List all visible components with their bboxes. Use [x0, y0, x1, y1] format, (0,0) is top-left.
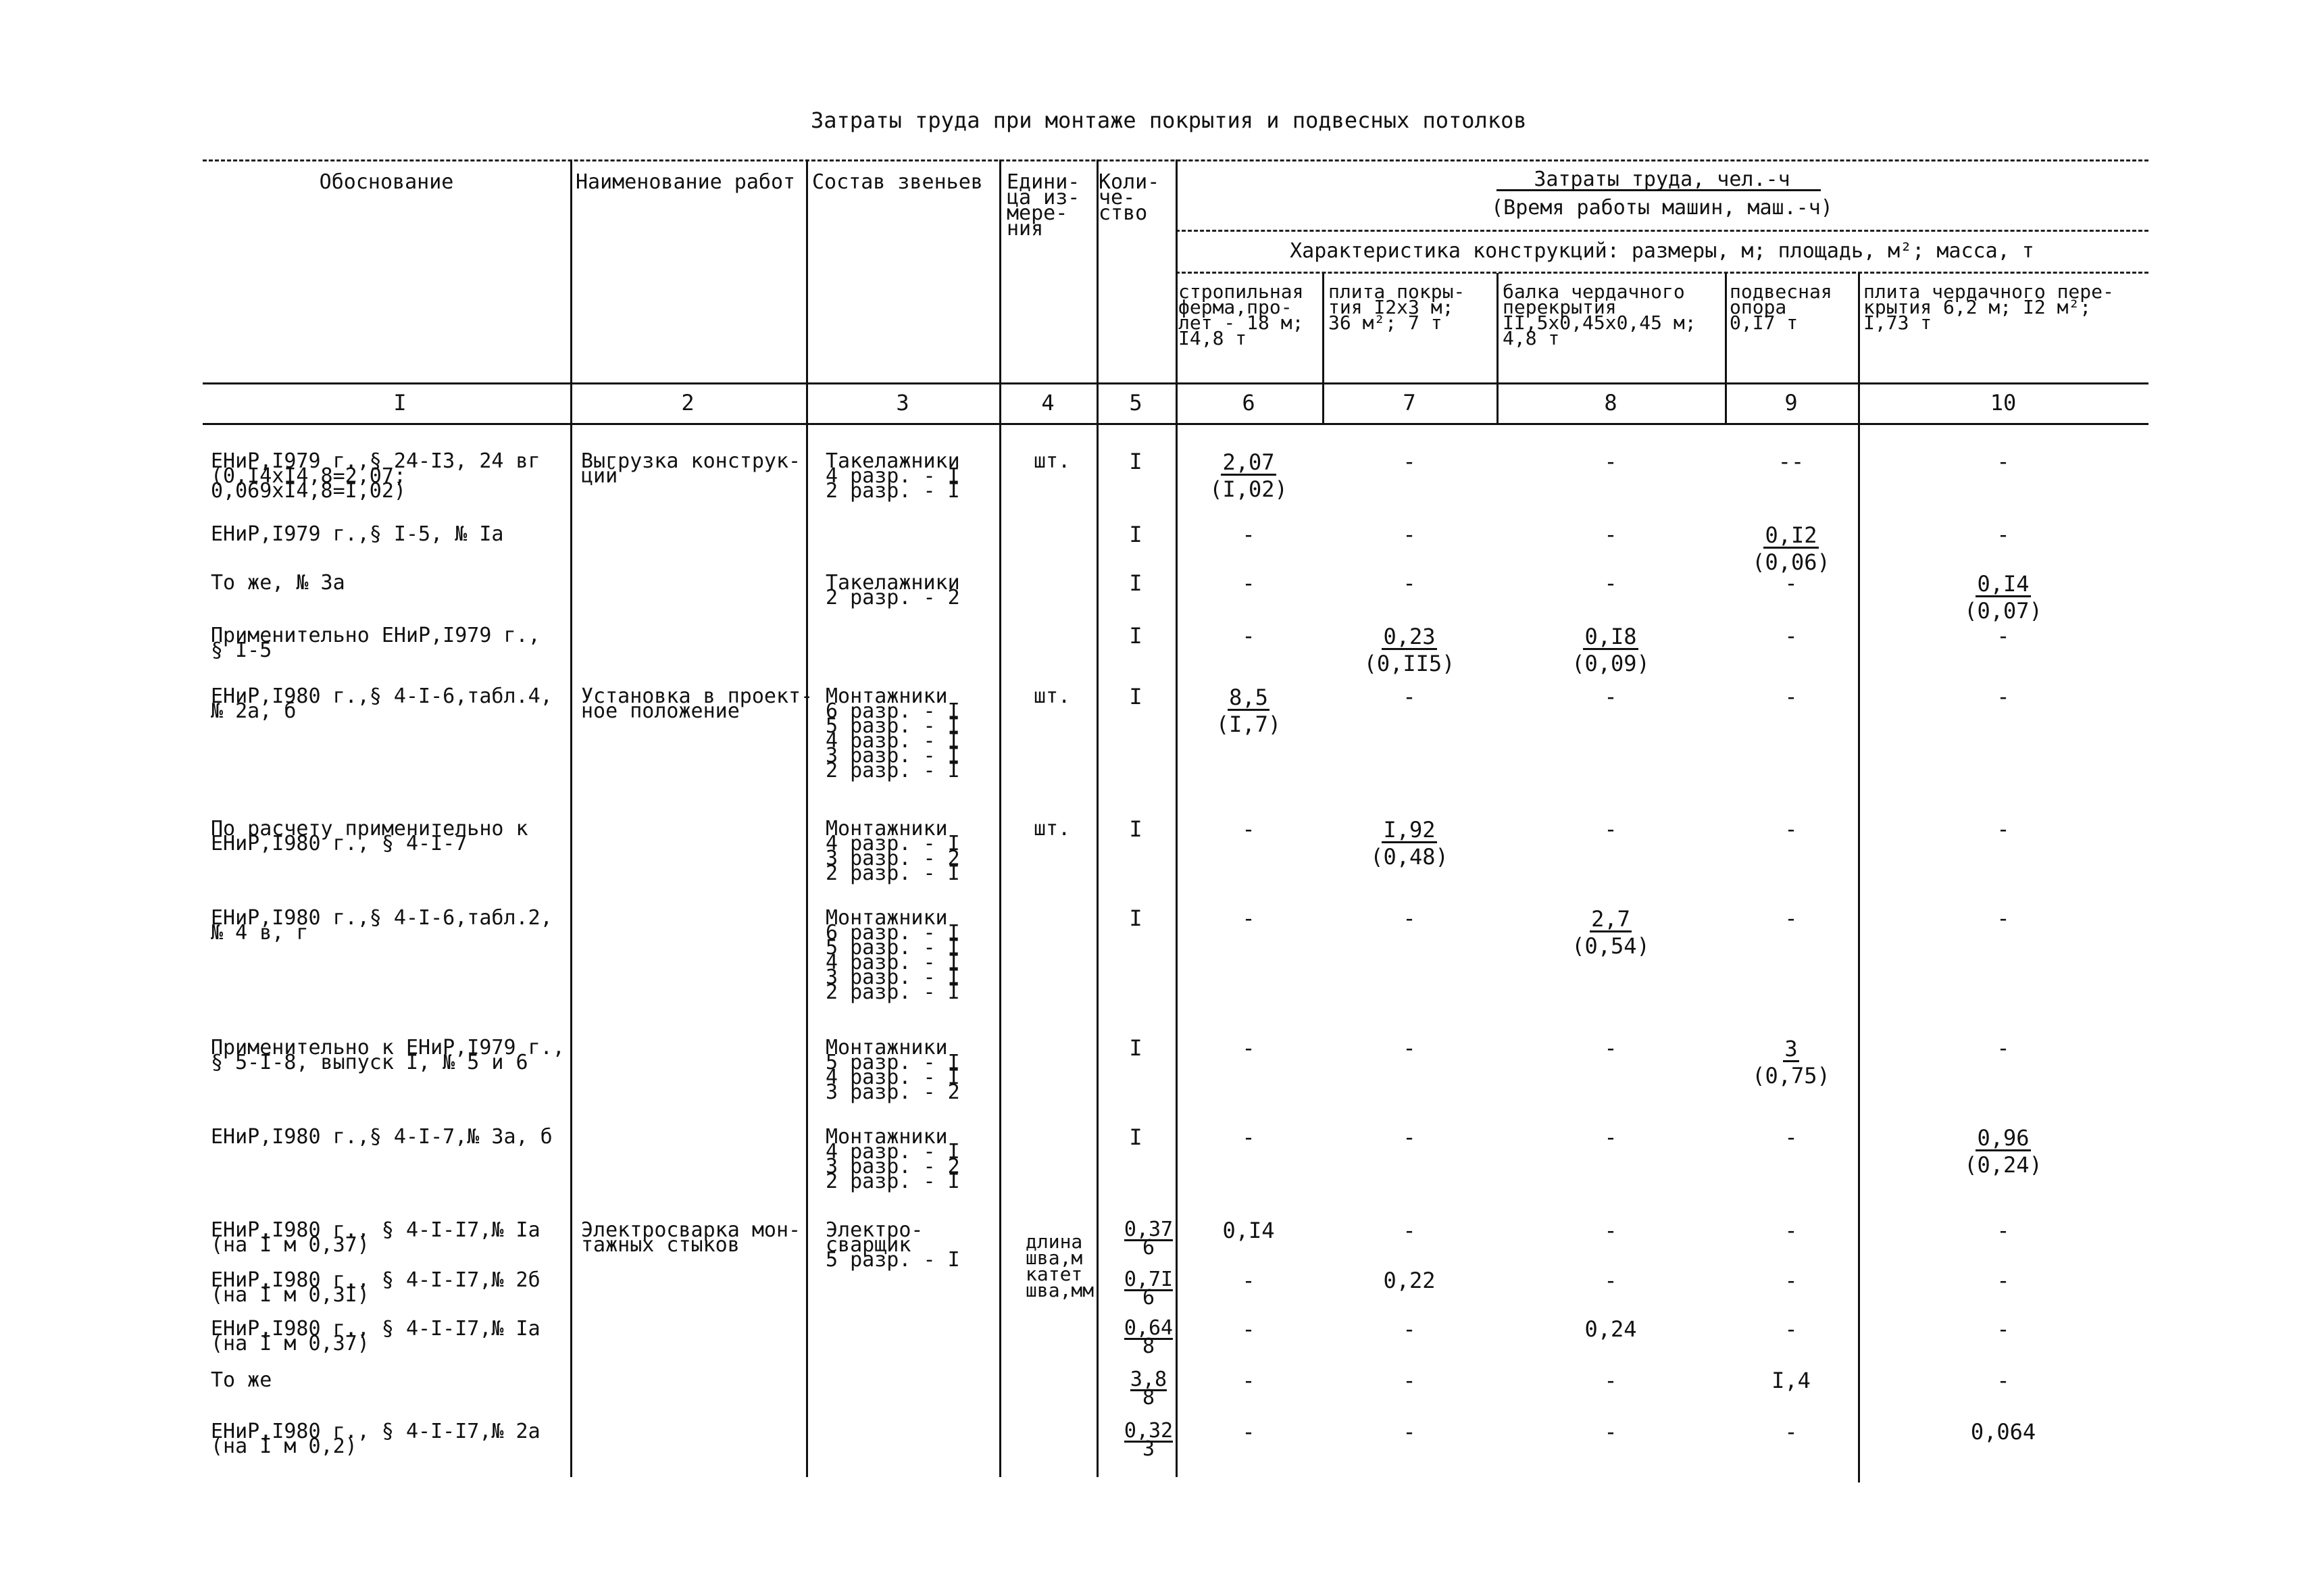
page-title: Затраты труда при монтаже покрытия и подвесных потолков	[811, 107, 1527, 133]
labor-value-c10: -	[1996, 1218, 2010, 1243]
row-quantity	[1118, 1368, 1179, 1410]
labor-value-c9: -	[1784, 623, 1798, 649]
labor-value-c9: -	[1784, 816, 1798, 842]
row-basis: Применительно к ЕНиР,I979 г., § 5-I-8, выпуск I, № 5 и 6	[211, 1036, 565, 1074]
row-basis: Применительно ЕНиР,I979 г., § I-5	[211, 624, 540, 662]
denominator: (0,06)	[1752, 549, 1830, 575]
header-support: подвесная опора 0,I7 т	[1730, 280, 1832, 334]
labor-value-c8: 0,24	[1584, 1316, 1637, 1342]
header-labor: Затраты труда, чел.-ч	[1534, 168, 1790, 191]
labor-value-c9	[1744, 523, 1838, 576]
numerator: 0,23	[1383, 624, 1436, 649]
labor-value-c7	[1362, 624, 1457, 677]
row-crew: Монтажники 4 разр. - I 3 разр. - 2 2 разр. - I	[826, 817, 960, 885]
labor-value-c8: -	[1604, 522, 1617, 547]
labor-value-c10: 0,064	[1970, 1419, 2036, 1445]
row-work-name: Электросварка мон- тажных стыков	[581, 1218, 801, 1257]
labor-value-c9: -	[1784, 1268, 1798, 1293]
labor-value-c10: -	[1996, 623, 2010, 649]
labor-value-c6: -	[1242, 1124, 1255, 1150]
numerator: 0,I8	[1584, 624, 1637, 649]
column-number: 3	[896, 390, 909, 416]
labor-value-c7: -	[1403, 522, 1416, 547]
column-number: 2	[681, 390, 695, 416]
labor-value-c6: -	[1242, 623, 1255, 649]
labor-value-c8: -	[1604, 1218, 1617, 1243]
col-divider-6	[1322, 273, 1324, 424]
row-quantity: I	[1129, 449, 1142, 474]
header-basis: Обоснование	[319, 170, 454, 194]
labor-value-c7: -	[1403, 1368, 1416, 1393]
row-crew: Такелажники 4 разр. - I 2 разр. - I	[826, 449, 960, 503]
labor-value-c10	[1956, 572, 2051, 624]
labor-value-c10: -	[1996, 1035, 2010, 1061]
header-characteristic: Характеристика конструкций: размеры, м; площадь, м²; масса, т	[1290, 239, 2034, 263]
denominator: (0,II5)	[1363, 651, 1455, 676]
row-work-name: Выгрузка конструк- ций	[581, 449, 801, 488]
labor-value-c10: -	[1996, 449, 2010, 474]
labor-value-c7: -	[1403, 1419, 1416, 1445]
row-crew: Монтажники 6 разр. - I 5 разр. - I 4 разр. - I 3 разр. - I 2 разр. - I	[826, 906, 960, 1004]
labor-value-c8: -	[1604, 684, 1617, 709]
numerator: 0,7I	[1124, 1268, 1174, 1291]
numerator: 0,32	[1124, 1419, 1174, 1443]
labor-value-c6: -	[1242, 816, 1255, 842]
header-unit: Едини- ца из- мере- ния	[1007, 170, 1080, 241]
labor-value-c8: -	[1604, 1419, 1617, 1445]
row-quantity	[1118, 1218, 1179, 1260]
labor-value-c6: -	[1242, 1368, 1255, 1393]
labor-value-c8: -	[1604, 1124, 1617, 1150]
row-basis: ЕНиР,I979 г.,§ 24-I3, 24 вг (0,I4xI4,8=2,07; 0,069xI4,8=I,02)	[211, 449, 540, 503]
column-number: 7	[1403, 390, 1416, 416]
labor-value-c10: -	[1996, 1316, 2010, 1342]
labor-value-c8: -	[1604, 1035, 1617, 1061]
labor-value-c9: -	[1784, 905, 1798, 931]
row-quantity: I	[1129, 522, 1142, 547]
header-work: Наименование работ	[576, 170, 796, 194]
row-basis: По расчету применительно к ЕНиР,I980 г., § 4-I-7	[211, 817, 528, 855]
denominator: 8	[1142, 1335, 1155, 1358]
row-basis: ЕНиР,I979 г.,§ I-5, № Iа	[211, 522, 504, 546]
labor-value-c6: -	[1242, 905, 1255, 931]
denominator: (0,09)	[1571, 651, 1650, 676]
row-quantity: I	[1129, 684, 1142, 709]
column-number: I	[393, 390, 407, 416]
labor-value-c9: -	[1784, 1419, 1798, 1445]
denominator: (0,75)	[1752, 1063, 1830, 1089]
header-truss: стропильная ферма,про- лет - 18 м; I4,8 т	[1178, 280, 1304, 349]
row-crew: Электро- сварщик 5 разр. - I	[826, 1218, 960, 1272]
row-work-name: Установка в проект- ное положение	[581, 684, 813, 723]
denominator: 6	[1142, 1236, 1155, 1260]
labor-value-c10: -	[1996, 1268, 2010, 1293]
labor-value-c8: -	[1604, 1368, 1617, 1393]
labor-value-c9: -	[1784, 1218, 1798, 1243]
row-quantity	[1118, 1268, 1179, 1310]
labor-value-c6: -	[1242, 1419, 1255, 1445]
column-number: 8	[1604, 390, 1617, 416]
row-quantity	[1118, 1316, 1179, 1358]
labor-value-c6: -	[1242, 1316, 1255, 1342]
col-divider-1	[570, 159, 572, 1477]
labor-value-c8: -	[1604, 570, 1617, 596]
labor-value-c7: -	[1403, 1218, 1416, 1243]
numerator: 0,I4	[1977, 571, 2030, 597]
row-basis: ЕНиР,I980 г.,§ 4-I-7,№ 3а, б	[211, 1125, 553, 1149]
header-attic-slab: плита чердачного пере- крытия 6,2 м; I2 м²; I,73 т	[1863, 280, 2114, 334]
labor-value-c9: --	[1778, 449, 1805, 474]
column-number: 10	[1990, 390, 2017, 416]
labor-value-c8: -	[1604, 449, 1617, 474]
col-divider-8	[1725, 273, 1727, 424]
denominator: (I,7)	[1215, 712, 1282, 737]
col-divider-7	[1496, 273, 1499, 424]
labor-value-c8	[1563, 624, 1658, 677]
row-quantity	[1118, 1419, 1179, 1461]
row-basis: ЕНиР,I980 г., § 4-I-I7,№ 2а (на I м 0,2)	[211, 1420, 540, 1458]
numerator: I,92	[1383, 817, 1436, 843]
row-basis: ЕНиР,I980 г.,§ 4-I-6,табл.2, № 4 в, г	[211, 906, 553, 945]
row-quantity: I	[1129, 905, 1142, 931]
numerator: 0,96	[1977, 1125, 2030, 1151]
row-crew: Монтажники 4 разр. - I 3 разр. - 2 2 разр. - I	[826, 1125, 960, 1193]
numerator: 0,64	[1124, 1316, 1174, 1340]
row-unit: шт.	[1034, 817, 1071, 841]
row-basis: То же	[211, 1368, 272, 1392]
header-attic-beam: балка чердачного перекрытия II,5x0,45x0,45 м; 4,8 т	[1503, 280, 1696, 349]
denominator: (0,07)	[1964, 598, 2042, 624]
numerator: 2,07	[1222, 449, 1275, 475]
denominator: 6	[1142, 1286, 1155, 1310]
col-divider-9	[1858, 273, 1860, 1482]
column-number: 4	[1041, 390, 1055, 416]
labor-value-c7	[1362, 818, 1457, 870]
labor-value-c10: -	[1996, 1368, 2010, 1393]
numerator: 8,5	[1229, 684, 1268, 710]
row-basis: ЕНиР,I980 г., § 4-I-I7,№ 2б (на I м 0,3I)	[211, 1268, 540, 1307]
labor-value-c6: 0,I4	[1222, 1218, 1275, 1243]
row-crew: Монтажники 6 разр. - I 5 разр. - I 4 разр. - I 3 разр. - I 2 разр. - I	[826, 684, 960, 782]
row-quantity: I	[1129, 816, 1142, 842]
labor-value-c8: -	[1604, 1268, 1617, 1293]
column-number: 6	[1242, 390, 1255, 416]
row-basis: ЕНиР,I980 г.,§ 4-I-6,табл.4, № 2а, б	[211, 684, 553, 723]
column-number: 5	[1129, 390, 1142, 416]
numerator: 0,37	[1124, 1218, 1174, 1241]
labor-value-c7: -	[1403, 570, 1416, 596]
row-quantity: I	[1129, 1124, 1142, 1150]
row-unit: длина шва,м катет шва,мм	[1026, 1230, 1095, 1301]
labor-value-c7: -	[1403, 1316, 1416, 1342]
numerator: 0,I2	[1765, 522, 1817, 548]
row-basis: ЕНиР,I980 г., § 4-I-I7,№ Iа (на I м 0,37)	[211, 1317, 540, 1355]
header-qty: Коли- че- ство	[1099, 170, 1160, 225]
labor-value-c9: -	[1784, 1316, 1798, 1342]
denominator: (I,02)	[1209, 476, 1288, 502]
labor-value-c6: -	[1242, 522, 1255, 547]
labor-value-c6: -	[1242, 570, 1255, 596]
labor-value-c9: I,4	[1771, 1368, 1811, 1393]
labor-value-c10: -	[1996, 684, 2010, 709]
numerator: 3,8	[1130, 1368, 1167, 1391]
header-crew: Состав звеньев	[812, 170, 983, 194]
denominator: 3	[1142, 1437, 1155, 1461]
column-number: 9	[1784, 390, 1798, 416]
labor-value-c10: -	[1996, 522, 2010, 547]
labor-value-c7: -	[1403, 449, 1416, 474]
labor-value-c8: -	[1604, 816, 1617, 842]
row-quantity: I	[1129, 623, 1142, 649]
labor-value-c6: -	[1242, 1035, 1255, 1061]
header-machine: (Время работы машин, маш.-ч)	[1491, 196, 1833, 220]
labor-value-c9: -	[1784, 684, 1798, 709]
denominator: (0,48)	[1370, 844, 1449, 870]
header-roof-slab: плита покры- тия I2x3 м; 36 м²; 7 т	[1328, 280, 1465, 334]
row-crew: Такелажники 2 разр. - 2	[826, 571, 960, 609]
labor-value-c10	[1956, 1126, 2051, 1178]
numerator: 3	[1784, 1036, 1798, 1062]
col-divider-3	[999, 159, 1001, 1477]
labor-value-c9: -	[1784, 570, 1798, 596]
labor-value-c8	[1563, 907, 1658, 959]
numerator: 2,7	[1591, 906, 1630, 932]
row-unit: шт.	[1034, 684, 1071, 708]
labor-value-c6: -	[1242, 1268, 1255, 1293]
labor-value-c7: -	[1403, 1124, 1416, 1150]
labor-value-c7: -	[1403, 684, 1416, 709]
denominator: 8	[1142, 1386, 1155, 1410]
labor-value-c7: -	[1403, 905, 1416, 931]
denominator: (0,54)	[1571, 933, 1650, 959]
labor-value-c7: -	[1403, 1035, 1416, 1061]
row-basis: То же, № 3а	[211, 571, 345, 595]
labor-value-c7: 0,22	[1383, 1268, 1436, 1293]
labor-value-c6	[1201, 450, 1296, 503]
labor-value-c9	[1744, 1037, 1838, 1089]
row-crew: Монтажники 5 разр. - I 4 разр. - I 3 разр. - 2	[826, 1036, 960, 1104]
labor-value-c10: -	[1996, 905, 2010, 931]
labor-value-c10: -	[1996, 816, 2010, 842]
labor-value-c6	[1201, 685, 1296, 738]
header-divider-labor	[1176, 230, 2148, 232]
header-divider-characteristic	[1176, 272, 2148, 274]
row-unit: шт.	[1034, 449, 1071, 473]
denominator: (0,24)	[1964, 1152, 2042, 1178]
row-quantity: I	[1129, 570, 1142, 596]
row-quantity: I	[1129, 1035, 1142, 1061]
col-divider-2	[806, 159, 808, 1477]
labor-value-c9: -	[1784, 1124, 1798, 1150]
row-basis: ЕНиР,I980 г., § 4-I-I7,№ Iа (на I м 0,37)	[211, 1218, 540, 1257]
